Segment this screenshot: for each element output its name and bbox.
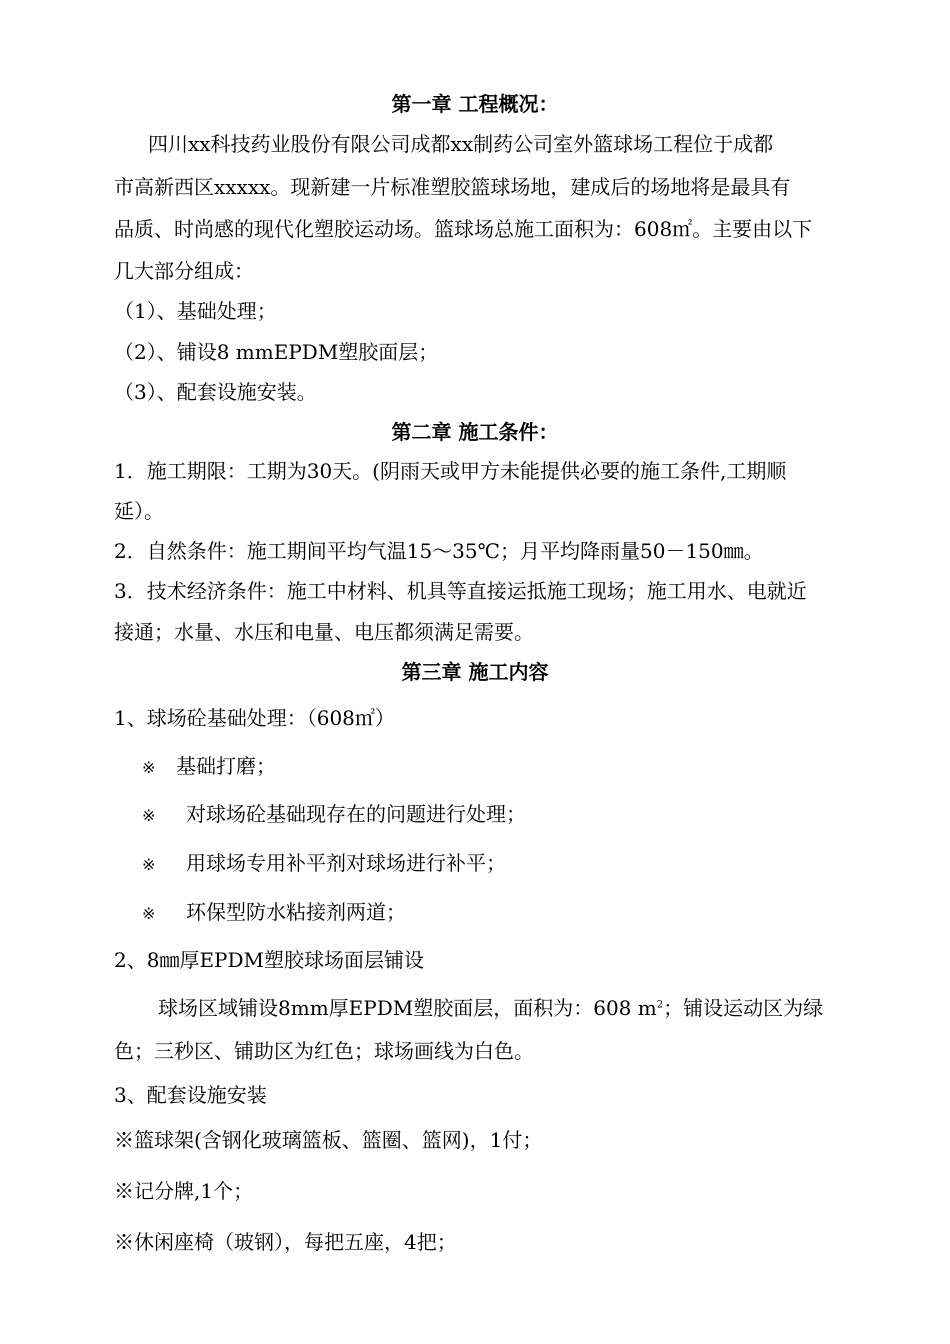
- section-2-heading: 2、8㎜厚EPDM塑胶球场面层铺设: [114, 948, 425, 972]
- bullet-marker: ※: [142, 904, 156, 923]
- equipment-item-3: ※休闲座椅（玻钢），每把五座，4把；: [114, 1230, 457, 1254]
- section-2-paragraph-line-2: 色；三秒区、铺助区为红色；球场画线为白色。: [114, 1039, 534, 1063]
- equipment-item-2: ※记分牌,1个；: [114, 1179, 254, 1203]
- equipment-item-1: ※篮球架(含钢化玻璃篮板、篮圈、篮网)，1付；: [114, 1128, 543, 1152]
- chapter-1-paragraph-line-2: 市高新西区xxxxx。现新建一片标准塑胶篮球场地，建成后的场地将是最具有: [114, 175, 791, 199]
- chapter-2-line-1: 1．施工期限：工期为30天。(阴雨天或甲方未能提供必要的施工条件,工期顺: [114, 459, 787, 483]
- chapter-2-line-2: 延）。: [114, 499, 164, 523]
- chapter-2-title: 第二章 施工条件：: [391, 420, 559, 444]
- area-text-tail: 。主要由以下: [692, 217, 813, 241]
- bullet-item-4: 环保型防水粘接剂两道；: [186, 900, 406, 924]
- bullet-item-1: 基础打磨；: [176, 754, 276, 778]
- chapter-3-title: 第三章 施工内容: [401, 660, 549, 684]
- superscript: 2: [656, 999, 664, 1011]
- bullet-marker: ※: [142, 758, 156, 777]
- chapter-1-paragraph-line-4: 几大部分组成：: [114, 259, 254, 283]
- bullet-marker: ※: [142, 855, 156, 874]
- chapter-1-paragraph-line-1: 四川xx科技药业股份有限公司成都xx制药公司室外篮球场工程位于成都: [148, 132, 774, 156]
- bullet-item-2: 对球场砼基础现存在的问题进行处理；: [186, 802, 526, 826]
- area-text: 品质、时尚感的现代化塑胶运动场。篮球场总施工面积为：608㎡: [114, 217, 693, 241]
- bullet-marker: ※: [142, 806, 156, 825]
- chapter-2-line-3: 2．自然条件：施工期间平均气温15～35℃；月平均降雨量50－150㎜。: [114, 539, 764, 563]
- bullet-item-3: 用球场专用补平剂对球场进行补平；: [186, 851, 506, 875]
- chapter-2-line-4: 3．技术经济条件：施工中材料、机具等直接运抵施工现场；施工用水、电就近: [114, 579, 807, 603]
- section-2-paragraph-line-1: [158, 994, 823, 1022]
- chapter-1-item-1: （1）、基础处理；: [114, 299, 277, 323]
- surface-text: 球场区域铺设8mm厚EPDM塑胶面层，面积为：608 m: [158, 996, 657, 1020]
- chapter-1-item-3: （3）、配套设施安装。: [114, 380, 317, 404]
- chapter-1-item-2: （2）、铺设8 mmEPDM塑胶面层；: [114, 340, 439, 364]
- section-3-heading: 3、配套设施安装: [114, 1083, 267, 1107]
- chapter-1-title: 第一章 工程概况：: [391, 92, 559, 116]
- section-1-heading: 1、球场砼基础处理：（608㎡）: [114, 706, 395, 730]
- chapter-1-paragraph-line-3: [114, 215, 812, 243]
- surface-text-tail: ；铺设运动区为绿: [663, 996, 824, 1020]
- chapter-2-line-5: 接通；水量、水压和电量、电压都须满足需要。: [114, 620, 534, 644]
